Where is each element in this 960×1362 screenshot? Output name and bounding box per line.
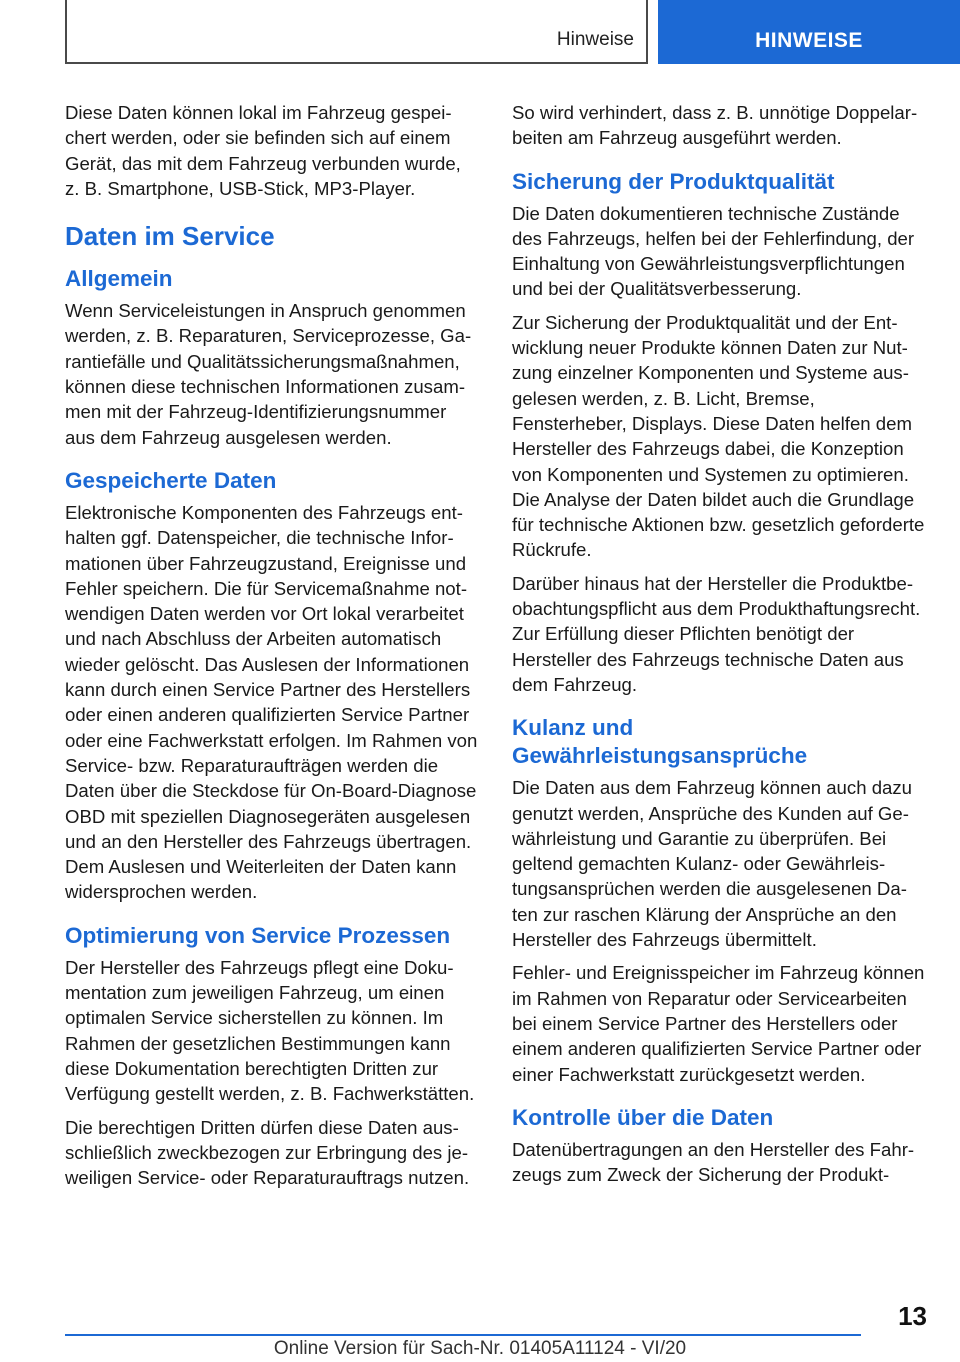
heading-daten-im-service: Daten im Service — [65, 221, 275, 252]
right-column — [512, 100, 926, 1195]
paragraph-gespeicherte-daten: Elektronische Komponenten des Fahrzeugs enthalten ggf. Datenspeicher, die technische Informationen über Fahrzeugzustand, Ereignisse und Fehler speichern. Die für Servicemaßnahme notwendigen Daten werden vor Ort lokal verarbeitet und nach Abschluss der Arbeiten automatisch wieder gelöscht. Das Auslesen der Informationen kann durch einen Service Partner des Herstellers oder einen anderen qualifizierten Service Partner oder eine Fachwerkstatt erfolgen. Im Rahmen von Service- bzw. Reparaturaufträgen werden die Daten über die Steckdose für On-Board-Diagnose OBD mit speziellen Diagnosegeräten ausgelesen und an den Hersteller des Fahrzeugs übertragen. Dem Auslesen und Weiterleiten der Daten kann widersprochen werden. — [65, 501, 478, 903]
left-column — [65, 100, 480, 1198]
paragraph-produktqualitaet-1: Die Daten dokumentieren technische Zustände des Fahrzeugs, helfen bei der Fehlerfindung, der Einhaltung von Gewährleistungsverpflichtungen und bei der Qualitätsverbesserung. — [512, 202, 915, 300]
paragraph-produktqualitaet-3: Darüber hinaus hat der Hersteller die Produktbeobachtungspflicht aus dem Produkthaftungsrecht. Zur Erfüllung dieser Pflichten benötigt der Hersteller des Fahrzeugs technische Daten aus dem Fahrzeug. — [512, 572, 921, 695]
header-section-title: Hinweise — [556, 29, 634, 50]
heading-kontrolle: Kontrolle über die Daten — [512, 1104, 774, 1130]
intro-paragraph: Diese Daten können lokal im Fahrzeug gespeichert werden, oder sie befinden sich auf einem Gerät, das mit dem Fahrzeug verbunden wurde, z. B. Smartphone, USB-Stick, MP3-Player. — [65, 102, 461, 199]
header-frame — [65, 0, 648, 64]
heading-gespeicherte-daten: Gespeicherte Daten — [65, 467, 277, 493]
paragraph-kulanz-1: Die Daten aus dem Fahrzeug können auch dazu genutzt werden, Ansprüche des Kunden auf Gewährleistung und Garantie zu überprüfen. Bei geltend gemachten Kulanz- oder Gewährleistungsansprüchen werden die ausgelesenen Daten zur raschen Klärung der Ansprüche an den Hersteller des Fahrzeugs übermittelt. — [512, 777, 913, 951]
paragraph-kulanz-2: Fehler- und Ereignisspeicher im Fahrzeug können im Rahmen von Reparatur oder Servicearbeiten bei einem Service Partner des Herstellers oder einem anderen qualifizierten Service Partner oder einer Fachwerkstatt zurückgesetzt werden. — [512, 962, 925, 1085]
paragraph-kontrolle: Datenübertragungen an den Hersteller des Fahrzeugs zum Zweck der Sicherung der Produkt- — [512, 1138, 915, 1186]
heading-kulanz: Kulanz und Gewährleistungsansprüche — [512, 715, 808, 769]
paragraph-allgemein: Wenn Serviceleistungen in Anspruch genommen werden, z. B. Reparaturen, Serviceprozesse, Garantiefälle und Qualitätssicherungsmaßnahmen, können diese technischen Informationen zusammen mit der Fahrzeug-Identifizierungsnummer aus dem Fahrzeug ausgelesen werden. — [65, 300, 472, 448]
page-number: 13 — [898, 1301, 927, 1331]
header-chapter-tab: HINWEISE — [658, 0, 960, 64]
paragraph-optimierung-1: Der Hersteller des Fahrzeugs pflegt eine Dokumentation zum jeweiligen Fahrzeug, um einen optimalen Service sicherstellen zu können. Im Rahmen der gesetzlichen Bestimmungen kann diese Dokumentation berechtigten Dritten zur Verfügung gestellt werden, z. B. Fachwerkstätten. — [65, 956, 475, 1105]
paragraph-produktqualitaet-2: Zur Sicherung der Produktqualität und der Entwicklung neuer Produkte können Daten zur Nutzung einzelner Komponenten und Systeme ausgelesen werden, z. B. Licht, Bremse, Fensterheber, Displays. Diese Daten helfen dem Hersteller des Fahrzeugs dabei, die Konzeption von Komponenten und Systemen zu optimieren. Die Analyse der Daten bildet auch die Grundlage für technische Aktionen bzw. gesetzlich geforderte Rückrufe. — [512, 311, 925, 561]
footer-online-version: Online Version für Sach-Nr. 01405A11124 - VI/20 — [273, 1338, 687, 1359]
heading-allgemein: Allgemein — [65, 266, 173, 292]
heading-produktqualitaet: Sicherung der Produktqualität — [512, 168, 835, 194]
footer-divider — [65, 1334, 861, 1336]
paragraph-optimierung-2: Die berechtigen Dritten dürfen diese Daten ausschließlich zweckbezogen zur Erbringung des jeweiligen Service- oder Reparaturauftrags nutzen. — [65, 1116, 470, 1189]
paragraph-continued: So wird verhindert, dass z. B. unnötige Doppelarbeiten am Fahrzeug ausgeführt werden. — [512, 102, 918, 149]
heading-optimierung: Optimierung von Service Prozessen — [65, 922, 451, 948]
